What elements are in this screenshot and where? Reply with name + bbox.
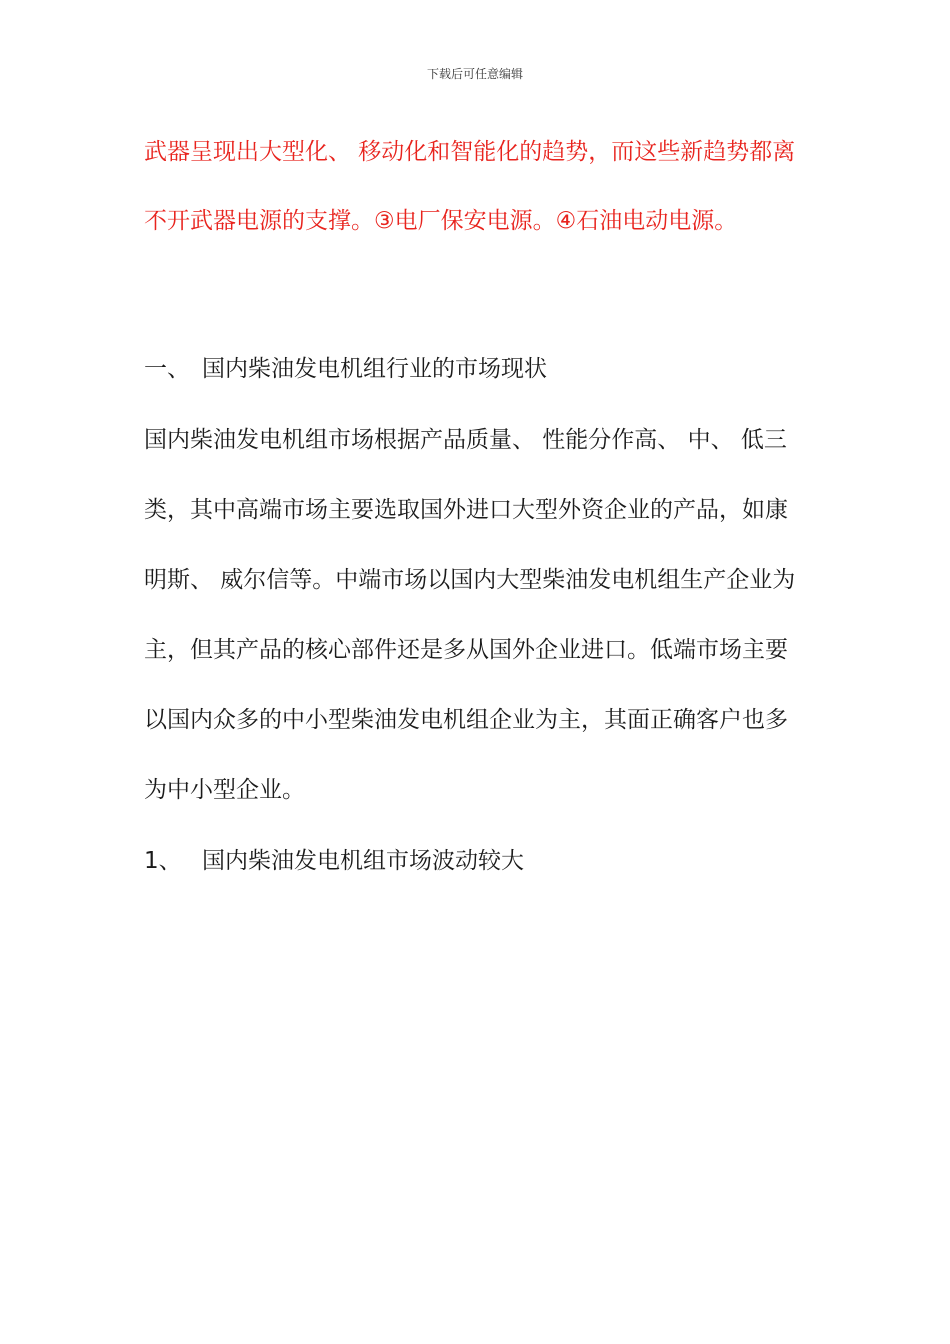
paragraph-line-1: 国内柴油发电机组市场根据产品质量、 性能分作高、 中、 低三 bbox=[144, 427, 787, 453]
page-header: 下载后可任意编辑 bbox=[426, 67, 523, 81]
subsection-number: 1、 bbox=[144, 848, 182, 874]
intro-line-2: 不开武器电源的支撑。③电厂保安电源。④石油电动电源。 bbox=[144, 208, 738, 234]
paragraph-line-5: 以国内众多的中小型柴油发电机组企业为主，其面正确客户也多 bbox=[144, 707, 788, 733]
intro-line-1: 武器呈现出大型化、 移动化和智能化的趋势，而这些新趋势都离 bbox=[144, 139, 796, 165]
section-number: 一、 bbox=[144, 356, 190, 382]
paragraph-line-2: 类，其中高端市场主要选取国外进口大型外资企业的产品，如康 bbox=[144, 497, 788, 523]
section-heading bbox=[144, 354, 824, 384]
paragraph-line-6: 为中小型企业。 bbox=[144, 777, 305, 803]
paragraph-line-4: 主，但其产品的核心部件还是多从国外企业进口。低端市场主要 bbox=[144, 637, 788, 663]
paragraph-line-3: 明斯、 威尔信等。中端市场以国内大型柴油发电机组生产企业为 bbox=[144, 567, 796, 593]
subsection-title: 国内柴油发电机组市场波动较大 bbox=[202, 848, 524, 874]
subsection-heading bbox=[144, 846, 824, 876]
section-title: 国内柴油发电机组行业的市场现状 bbox=[202, 356, 547, 382]
